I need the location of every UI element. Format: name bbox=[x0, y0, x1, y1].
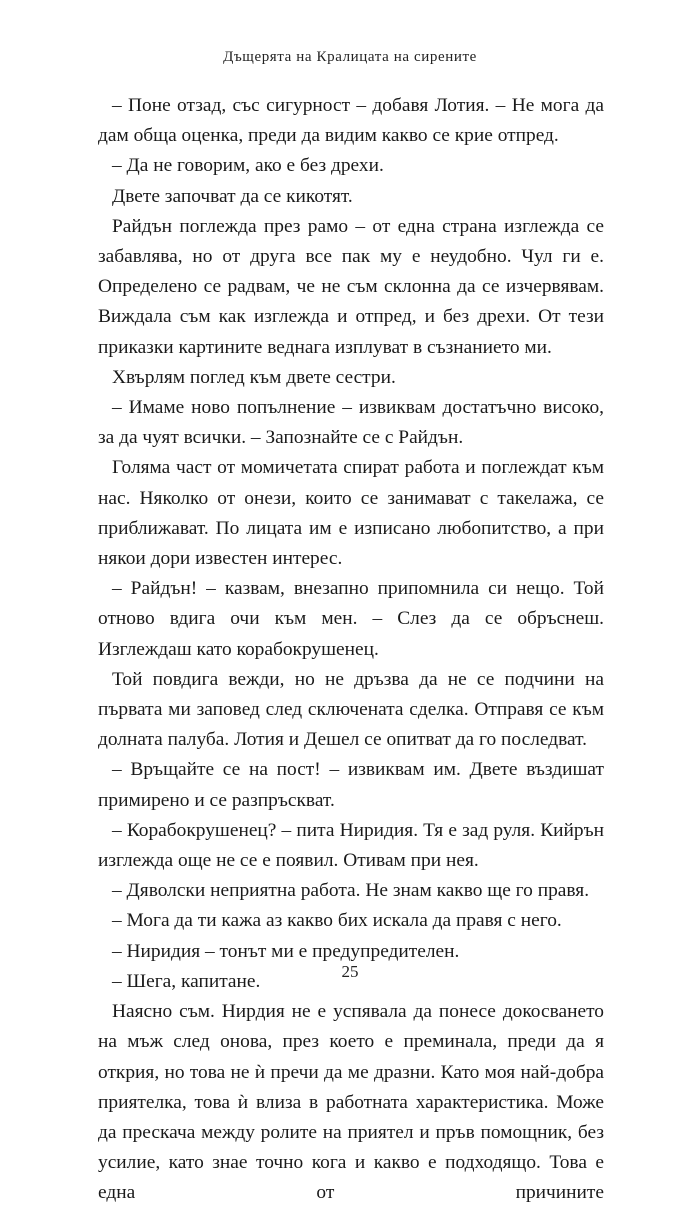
page-number: 25 bbox=[341, 962, 359, 981]
paragraph: – Мога да ти кажа аз какво бих искала да правя с него. bbox=[112, 910, 562, 932]
paragraph: – Дяволски неприятна работа. Не знам какво ще го правя. bbox=[112, 880, 590, 902]
paragraph: Райдън поглежда през рамо – от една страна изглежда се забавлява, но от друга все пак му е неудобно. Чул ги е. Определено се радвам, че не съм склонна да се изчервявам. Виждала съм как изглежда и отпред, и без дрехи. От тези приказки картините веднага изплуват в съзнанието ми. bbox=[98, 215, 604, 358]
paragraph: – Да не говорим, ако е без дрехи. bbox=[112, 155, 384, 177]
paragraph: Хвърлям поглед към двете сестри. bbox=[112, 366, 396, 388]
paragraph: Наясно съм. Нирдия не е успявала да понесе докосването на мъж след онова, през което е преминала, преди да я открия, но това не ѝ пречи да ме дразни. Като моя най-добра приятелка, това ѝ влиза в работната характеристика. Може да прескача между ролите на приятел и пръв помощник, без усилие, като знае точно кога и какво е подходящо. Това е една от причините bbox=[98, 1001, 604, 1204]
paragraph: – Връщайте се на пост! – извиквам им. Двете въздишат примирено и се разпръскват. bbox=[98, 759, 604, 811]
paragraph: – Шега, капитане. bbox=[112, 970, 261, 992]
paragraph: – Поне отзад, със сигурност – добавя Лотия. – Не мога да дам обща оценка, преди да видим какво се крие отпред. bbox=[98, 95, 604, 147]
body-text bbox=[98, 91, 604, 1209]
paragraph: Двете започват да се кикотят. bbox=[112, 185, 353, 207]
paragraph: – Имаме ново попълнение – извиквам достатъчно високо, за да чуят всички. – Запознайте се с Райдън. bbox=[98, 397, 604, 449]
paragraph: – Корабокрушенец? – пита Ниридия. Тя е зад руля. Кийрън изглежда още не се е появил. Отивам при нея. bbox=[98, 819, 604, 872]
paragraph: Той повдига вежди, но не дръзва да не се подчини на първата ми заповед след сключената сделка. Отправя се към долната палуба. Лотия и Дешел се опитват да го последват. bbox=[98, 668, 604, 751]
paragraph: Голяма част от момичетата спират работа и поглеждат към нас. Няколко от онези, които се занимават с такелажа, се приближават. По лицата им е изписано любопитство, а при някои дори известен интерес. bbox=[98, 457, 604, 570]
running-header: Дъщерята на Кралицата на сирените bbox=[223, 49, 477, 65]
paragraph: – Ниридия – тонът ми е предупредителен. bbox=[112, 940, 460, 962]
paragraph: – Райдън! – казвам, внезапно припомнила си нещо. Той отново вдига очи към мен. – Слез да се обръснеш. Изглеждаш като корабокрушенец. bbox=[98, 578, 604, 660]
